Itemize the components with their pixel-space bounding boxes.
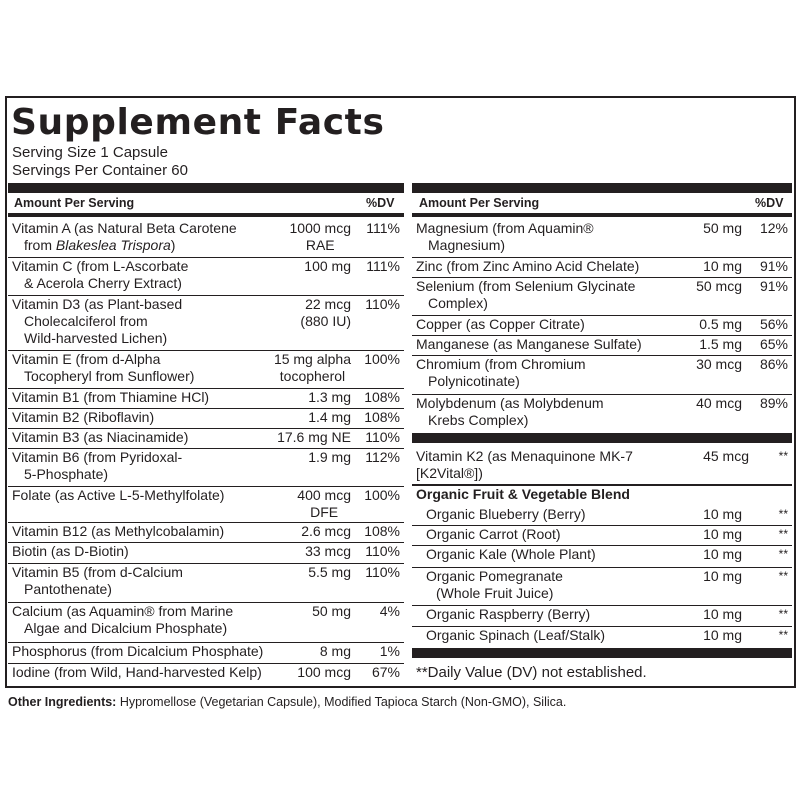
nutrient-row [412,356,792,395]
nutrient-amount [297,487,351,521]
nutrient-amount [703,546,742,563]
nutrient-dv: ** [778,628,788,642]
nutrient-row [8,351,404,389]
nutrient-name-line: Vitamin B1 (from Thiamine HCl) [12,389,210,405]
nutrient-row [8,449,404,487]
nutrient-amount [290,220,351,254]
nutrient-name-line: Manganese (as Manganese Sulfate) [416,336,642,352]
nutrient-name-line: Complex) [428,295,488,311]
nutrient-name-line: Vitamin E (from d-Alpha [12,351,161,367]
nutrient-row [412,526,792,546]
species-name: Blakeslea Trispora [55,237,171,253]
servings-per-container: Servings Per Container 60 [12,162,188,179]
nutrient-name-line: Biotin (as D-Biotin) [12,543,129,559]
nutrient-amount [305,543,351,560]
nutrient-name-line: Organic Spinach (Leaf/Stalk) [426,627,605,643]
nutrient-amount-line: 0.5 mg [699,316,742,332]
nutrient-dv: 100% [364,351,400,367]
right-header-rule [412,213,792,217]
nutrient-amount [297,664,351,681]
nutrient-row [412,606,792,627]
nutrient-name [426,606,590,623]
left-dv-header: %DV [366,196,395,210]
nutrient-dv: 1% [379,643,400,659]
nutrient-amount-line: 15 mg alpha [273,351,351,367]
nutrient-dv: ** [778,449,788,463]
right-mid-thick-bar [412,433,792,443]
nutrient-amount-line: 50 mcg [696,278,742,294]
nutrient-name [12,523,224,540]
nutrient-name-line: Organic Raspberry (Berry) [426,606,591,622]
other-ingredients-label: Other Ingredients: [8,695,117,709]
nutrient-amount [703,220,742,237]
nutrient-name [426,526,561,543]
nutrient-dv: 91% [759,278,788,294]
nutrient-dv: ** [778,607,788,621]
nutrient-dv: 112% [365,449,400,465]
nutrient-amount-line: 1.9 mg [308,449,351,465]
nutrient-amount-line: 5.5 mg [308,564,351,580]
nutrient-name [12,429,188,446]
nutrient-dv: ** [778,569,788,583]
nutrient-dv: ** [778,547,788,561]
nutrient-amount [703,506,742,523]
right-dv-header: %DV [755,196,784,210]
nutrient-name-line: Organic Kale (Whole Plant) [426,546,596,562]
nutrient-name [12,389,209,406]
nutrient-name-line: & Acerola Cherry Extract) [24,275,182,291]
nutrient-name-line: Polynicotinate) [428,373,520,389]
nutrient-name-line: Calcium (as Aquamin® from Marine [12,603,234,619]
nutrient-amount [308,409,351,426]
nutrient-amount-line: 17.6 mg NE [277,429,351,445]
nutrient-row [412,258,792,278]
nutrient-name-line: Vitamin A (as Natural Beta Carotene [12,220,237,236]
nutrient-name-line: Chromium (from Chromium [416,356,586,372]
nutrient-name [426,546,596,563]
nutrient-name-line: Tocopheryl from Sunflower) [24,368,195,384]
nutrient-dv: 67% [371,664,400,680]
nutrient-name-line: Vitamin C (from L-Ascorbate [12,258,189,274]
nutrient-amount-line: 1000 mcg [289,220,351,236]
nutrient-amount-line: 10 mg [703,627,742,643]
nutrient-dv: 56% [759,316,788,332]
nutrient-amount-line: 33 mcg [305,543,351,559]
nutrient-amount-line: 10 mg [703,526,742,542]
nutrient-amount-line: 50 mg [703,220,742,236]
nutrient-amount-line: 45 mcg [703,448,749,464]
nutrient-name-line: Vitamin B12 (as Methylcobalamin) [12,523,225,539]
nutrient-dv: 89% [759,395,788,411]
nutrient-name-line: Phosphorus (from Dicalcium Phosphate) [12,643,264,659]
nutrient-name-line: Selenium (from Selenium Glycinate [416,278,636,294]
nutrient-amount-line: 40 mcg [696,395,742,411]
nutrient-amount-line: RAE [305,237,335,253]
nutrient-dv: 110% [365,296,400,312]
nutrient-amount [699,336,742,353]
nutrient-name-line: Magnesium) [428,237,506,253]
nutrient-name [12,220,237,254]
nutrient-amount-line: 100 mg [304,258,351,274]
left-thick-bar [8,183,404,193]
nutrient-amount [308,449,351,466]
nutrient-name-line: Vitamin B6 (from Pyridoxal- [12,449,183,465]
nutrient-amount-line: 30 mcg [696,356,742,372]
nutrient-name [416,258,639,275]
nutrient-name [416,220,594,254]
nutrient-name [416,395,604,429]
nutrient-name [12,296,182,347]
nutrient-amount [703,606,742,623]
nutrient-amount [703,568,742,585]
nutrient-name [416,278,635,312]
nutrient-dv: ** [778,527,788,541]
nutrient-name [416,448,633,482]
nutrient-row [8,523,404,543]
nutrient-amount [703,258,742,275]
nutrient-amount-line: 400 mcg [297,487,351,503]
nutrient-amount-line: DFE [310,504,339,520]
nutrient-name-line: Copper (as Copper Citrate) [416,316,585,332]
nutrient-name-line: Folate (as Active L-5-Methylfolate) [12,487,225,503]
nutrient-name-line: Magnesium (from Aquamin® [416,220,594,236]
nutrient-row [412,316,792,336]
nutrient-name [12,258,188,292]
nutrient-dv: 110% [365,543,400,559]
nutrient-name [12,409,154,426]
nutrient-amount [308,389,351,406]
nutrient-row [8,220,404,258]
nutrient-dv: 4% [379,603,400,619]
nutrient-amount-line: 100 mcg [297,664,351,680]
nutrient-dv: 100% [364,487,400,503]
nutrient-name-line: Iodine (from Wild, Hand-harvested Kelp) [12,664,262,680]
nutrient-amount [703,627,742,644]
nutrient-amount [699,316,742,333]
nutrient-amount-line: (880 IU) [300,313,351,329]
nutrient-amount [696,395,742,412]
nutrient-row [8,389,404,409]
nutrient-name-line: Algae and Dicalcium Phosphate) [24,620,228,636]
nutrient-amount [301,523,351,540]
nutrient-row [8,258,404,296]
nutrient-amount [703,526,742,543]
dv-footnote: **Daily Value (DV) not established. [416,664,647,681]
nutrient-dv: 12% [759,220,788,236]
nutrient-amount-line: 10 mg [703,606,742,622]
nutrient-row [412,568,792,606]
nutrient-amount-line: 8 mg [319,643,351,659]
nutrient-name-line: Organic Blueberry (Berry) [426,506,586,522]
nutrient-name-line: Vitamin B5 (from d-Calcium [12,564,183,580]
nutrient-name [12,351,194,385]
nutrient-row [412,220,792,258]
right-thick-bar [412,183,792,193]
nutrient-amount-line: 10 mg [703,546,742,562]
nutrient-amount-line: 10 mg [703,568,742,584]
nutrient-dv: 110% [365,429,400,445]
nutrient-row [8,409,404,429]
nutrient-row [8,296,404,351]
nutrient-name-line: Wild-harvested Lichen) [24,330,168,346]
nutrient-row [8,487,404,523]
nutrient-amount [300,296,351,330]
nutrient-row [412,627,792,647]
nutrient-dv: 65% [759,336,788,352]
blend-title: Organic Fruit & Vegetable Blend [416,486,630,502]
nutrient-name-line: 5-Phosphate) [24,466,109,482]
nutrient-name [12,564,183,598]
nutrient-name-line: [K2Vital®]) [416,465,483,481]
nutrient-dv: 86% [759,356,788,372]
nutrient-name-line: Molybdenum (as Molybdenum [416,395,604,411]
nutrient-amount [277,429,351,446]
nutrient-amount-line: 2.6 mcg [301,523,351,539]
left-amount-per-serving-header: Amount Per Serving [14,196,135,210]
nutrient-amount [696,278,742,295]
panel-title: Supplement Facts [11,102,385,143]
nutrient-dv: 108% [364,409,400,425]
nutrient-name-line: Vitamin K2 (as Menaquinone MK-7 [416,448,633,464]
nutrient-name [426,506,586,523]
other-ingredients [8,695,566,709]
nutrient-dv: 111% [366,258,400,274]
nutrient-row [412,278,792,316]
nutrient-name-line: Vitamin D3 (as Plant-based [12,296,183,312]
nutrient-amount-line: 10 mg [703,506,742,522]
nutrient-name-line: Cholecalciferol from [24,313,148,329]
left-header-rule [8,213,404,217]
nutrient-row [8,603,404,643]
nutrient-name-line: from Blakeslea Trispora) [24,237,176,253]
nutrient-name-line: Zinc (from Zinc Amino Acid Chelate) [416,258,640,274]
nutrient-name-line: Vitamin B3 (as Niacinamide) [12,429,189,445]
nutrient-row [8,564,404,603]
nutrient-name-line: Krebs Complex) [428,412,529,428]
nutrient-row [412,546,792,568]
nutrient-amount [304,258,351,275]
nutrient-dv: 91% [759,258,788,274]
nutrient-amount [320,643,351,660]
nutrient-row [8,429,404,449]
nutrient-row [412,448,792,484]
nutrient-dv: 108% [364,523,400,539]
nutrient-amount-line: 10 mg [703,258,742,274]
nutrient-dv: 111% [366,220,400,236]
nutrient-amount [274,351,351,385]
nutrient-name [12,449,182,483]
nutrient-name [12,664,262,681]
nutrient-name-line: Organic Carrot (Root) [426,526,561,542]
nutrient-amount-line: tocopherol [279,368,346,384]
nutrient-name-line: Pantothenate) [24,581,112,597]
right-bottom-thick-bar [412,648,792,658]
nutrient-name-line: (Whole Fruit Juice) [436,585,554,601]
nutrient-row [412,336,792,356]
nutrient-name [416,336,642,353]
nutrient-name [416,316,585,333]
nutrient-row [412,506,792,526]
nutrient-amount-line: 50 mg [312,603,351,619]
nutrient-name [12,487,224,504]
nutrient-name-line: Vitamin B2 (Riboflavin) [12,409,155,425]
nutrient-row [8,543,404,564]
nutrient-amount [312,603,351,620]
nutrient-dv: ** [778,507,788,521]
serving-size: Serving Size 1 Capsule [12,144,168,161]
nutrient-name [426,568,563,602]
nutrient-amount [308,564,351,581]
right-amount-per-serving-header: Amount Per Serving [419,196,540,210]
nutrient-amount-line: 22 mcg [305,296,351,312]
nutrient-amount [696,356,742,373]
nutrient-amount-line: 1.3 mg [308,389,351,405]
nutrient-name [12,643,263,660]
nutrient-name [12,603,233,637]
nutrient-amount [703,448,749,465]
nutrient-amount-line: 1.5 mg [699,336,742,352]
nutrient-name [12,543,129,560]
nutrient-amount-line: 1.4 mg [308,409,351,425]
nutrient-name [416,356,586,390]
other-ingredients-text: Hypromellose (Vegetarian Capsule), Modified Tapioca Starch (Non-GMO), Silica. [116,695,567,709]
nutrient-name-line: Organic Pomegranate [426,568,563,584]
nutrient-row [8,643,404,664]
nutrient-dv: 110% [365,564,400,580]
nutrient-name [426,627,605,644]
nutrient-dv: 108% [364,389,400,405]
nutrient-row [8,664,404,686]
nutrient-row [412,395,792,433]
